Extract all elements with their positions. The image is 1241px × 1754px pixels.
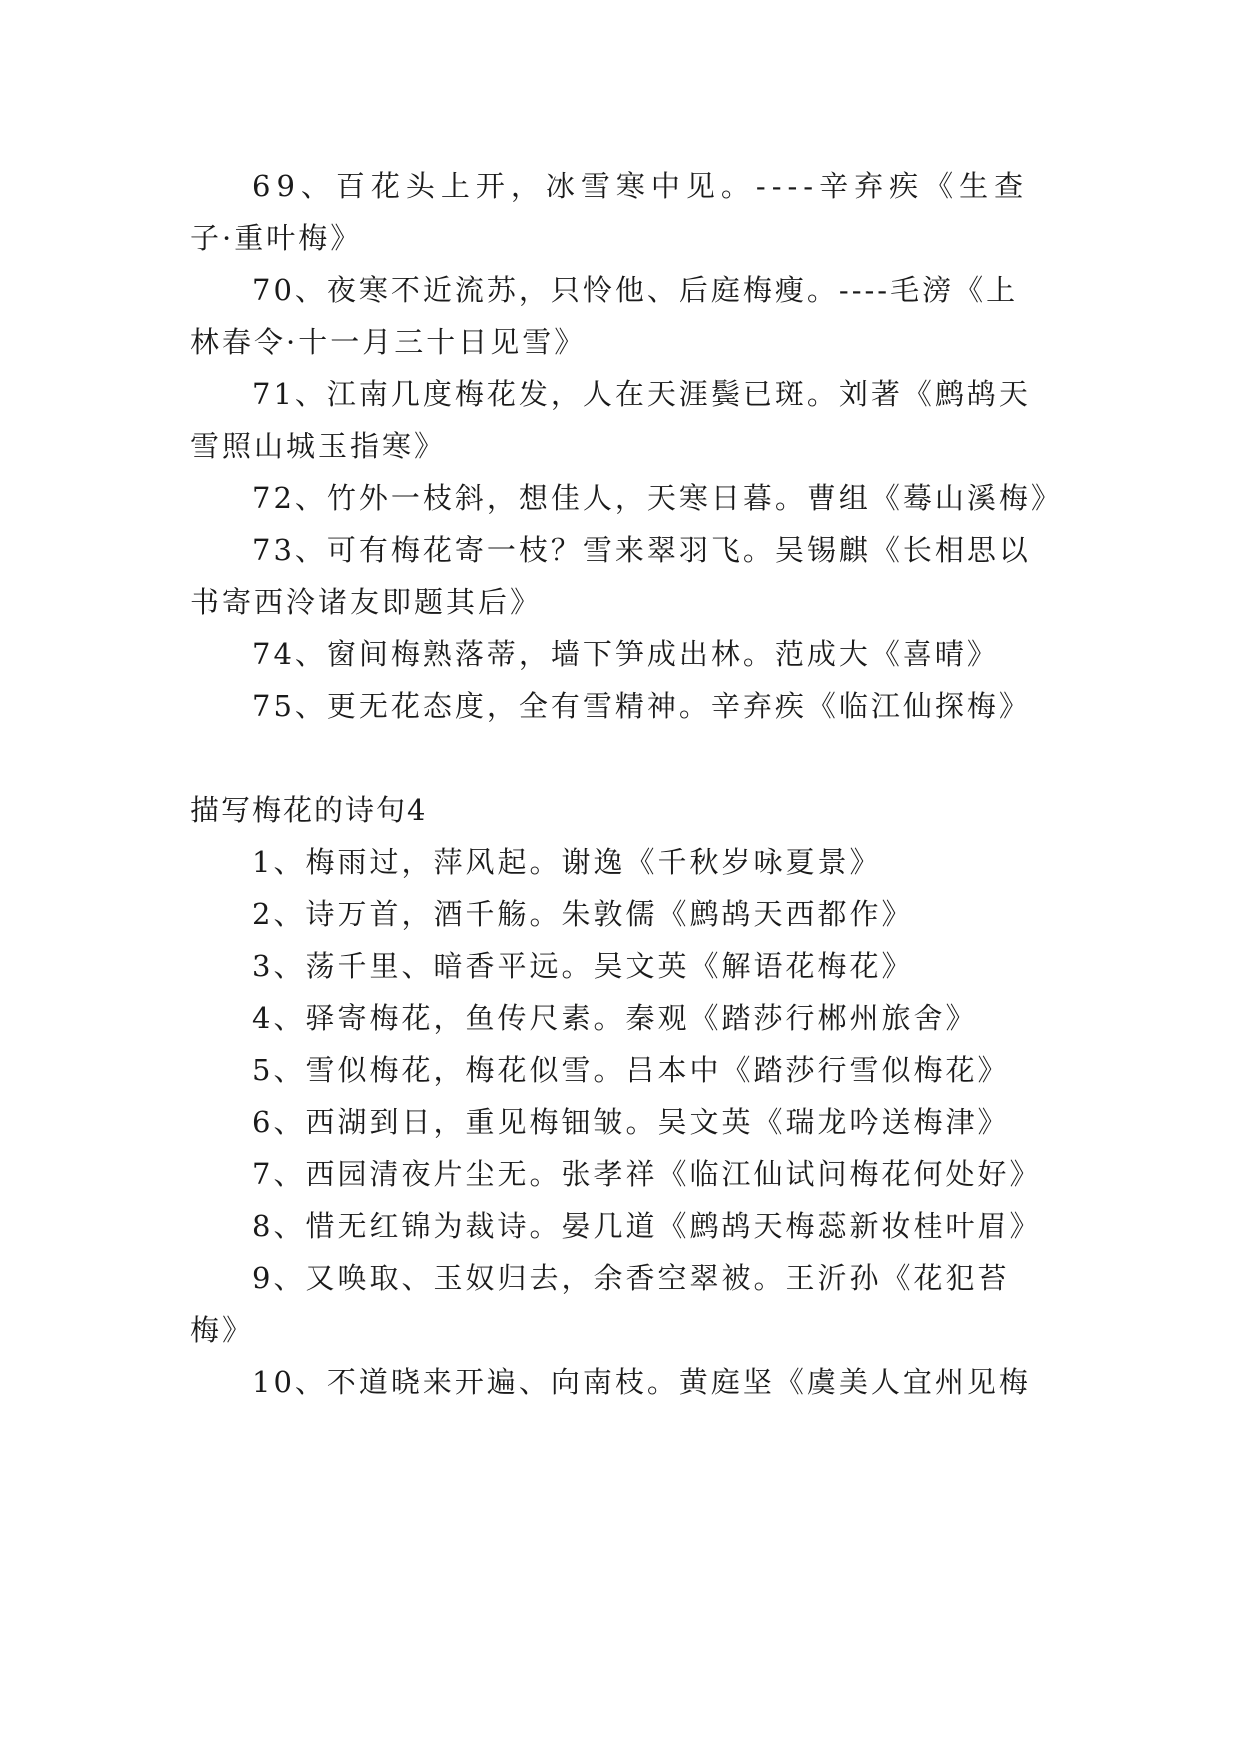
poem-line-8: 8、惜无红锦为裁诗。晏几道《鹧鸪天梅蕊新妆桂叶眉》 — [252, 1209, 1042, 1243]
poem-line-1: 1、梅雨过，萍风起。谢逸《千秋岁咏夏景》 — [252, 845, 882, 879]
poem-line-74: 74、窗间梅熟落蒂，墙下笋成出林。范成大《喜晴》 — [252, 637, 999, 671]
poem-line-69: 69、百花头上开，冰雪寒中见。----辛弃疾《生查 — [252, 169, 1030, 203]
section-heading: 描写梅花的诗句4 — [190, 793, 428, 827]
poem-line-70-cont: 林春令·十一月三十日见雪》 — [190, 325, 587, 359]
poem-line-3: 3、荡千里、暗香平远。吴文英《解语花梅花》 — [252, 949, 914, 983]
poem-line-2: 2、诗万首，酒千觞。朱敦儒《鹧鸪天西都作》 — [252, 897, 914, 931]
poem-line-75: 75、更无花态度，全有雪精神。辛弃疾《临江仙探梅》 — [252, 689, 1031, 723]
poem-line-9: 9、又唤取、玉奴归去，余香空翠被。王沂孙《花犯苔 — [252, 1261, 1010, 1295]
poem-line-71-cont: 雪照山城玉指寒》 — [190, 429, 447, 463]
poem-line-73-cont: 书寄西泠诸友即题其后》 — [190, 585, 543, 619]
poem-line-72: 72、竹外一枝斜，想佳人，天寒日暮。曹组《蓦山溪梅》 — [252, 481, 1063, 515]
poem-line-70: 70、夜寒不近流苏，只怜他、后庭梅瘦。----毛滂《上 — [252, 273, 1019, 307]
poem-line-7: 7、西园清夜片尘无。张孝祥《临江仙试问梅花何处好》 — [252, 1157, 1042, 1191]
poem-line-6: 6、西湖到日，重见梅钿皱。吴文英《瑞龙吟送梅津》 — [252, 1105, 1010, 1139]
poem-line-71: 71、江南几度梅花发，人在天涯鬓已斑。刘著《鹧鸪天 — [252, 377, 1031, 411]
poem-line-10: 10、不道晓来开遍、向南枝。黄庭坚《虞美人宜州见梅 — [252, 1365, 1031, 1399]
poem-line-69-cont: 子·重叶梅》 — [190, 221, 363, 255]
poem-line-73: 73、可有梅花寄一枝？雪来翠羽飞。吴锡麒《长相思以 — [252, 533, 1031, 567]
poem-line-4: 4、驿寄梅花，鱼传尺素。秦观《踏莎行郴州旅舍》 — [252, 1001, 978, 1035]
poem-line-5: 5、雪似梅花，梅花似雪。吕本中《踏莎行雪似梅花》 — [252, 1053, 1010, 1087]
poem-line-9-cont: 梅》 — [190, 1313, 255, 1347]
